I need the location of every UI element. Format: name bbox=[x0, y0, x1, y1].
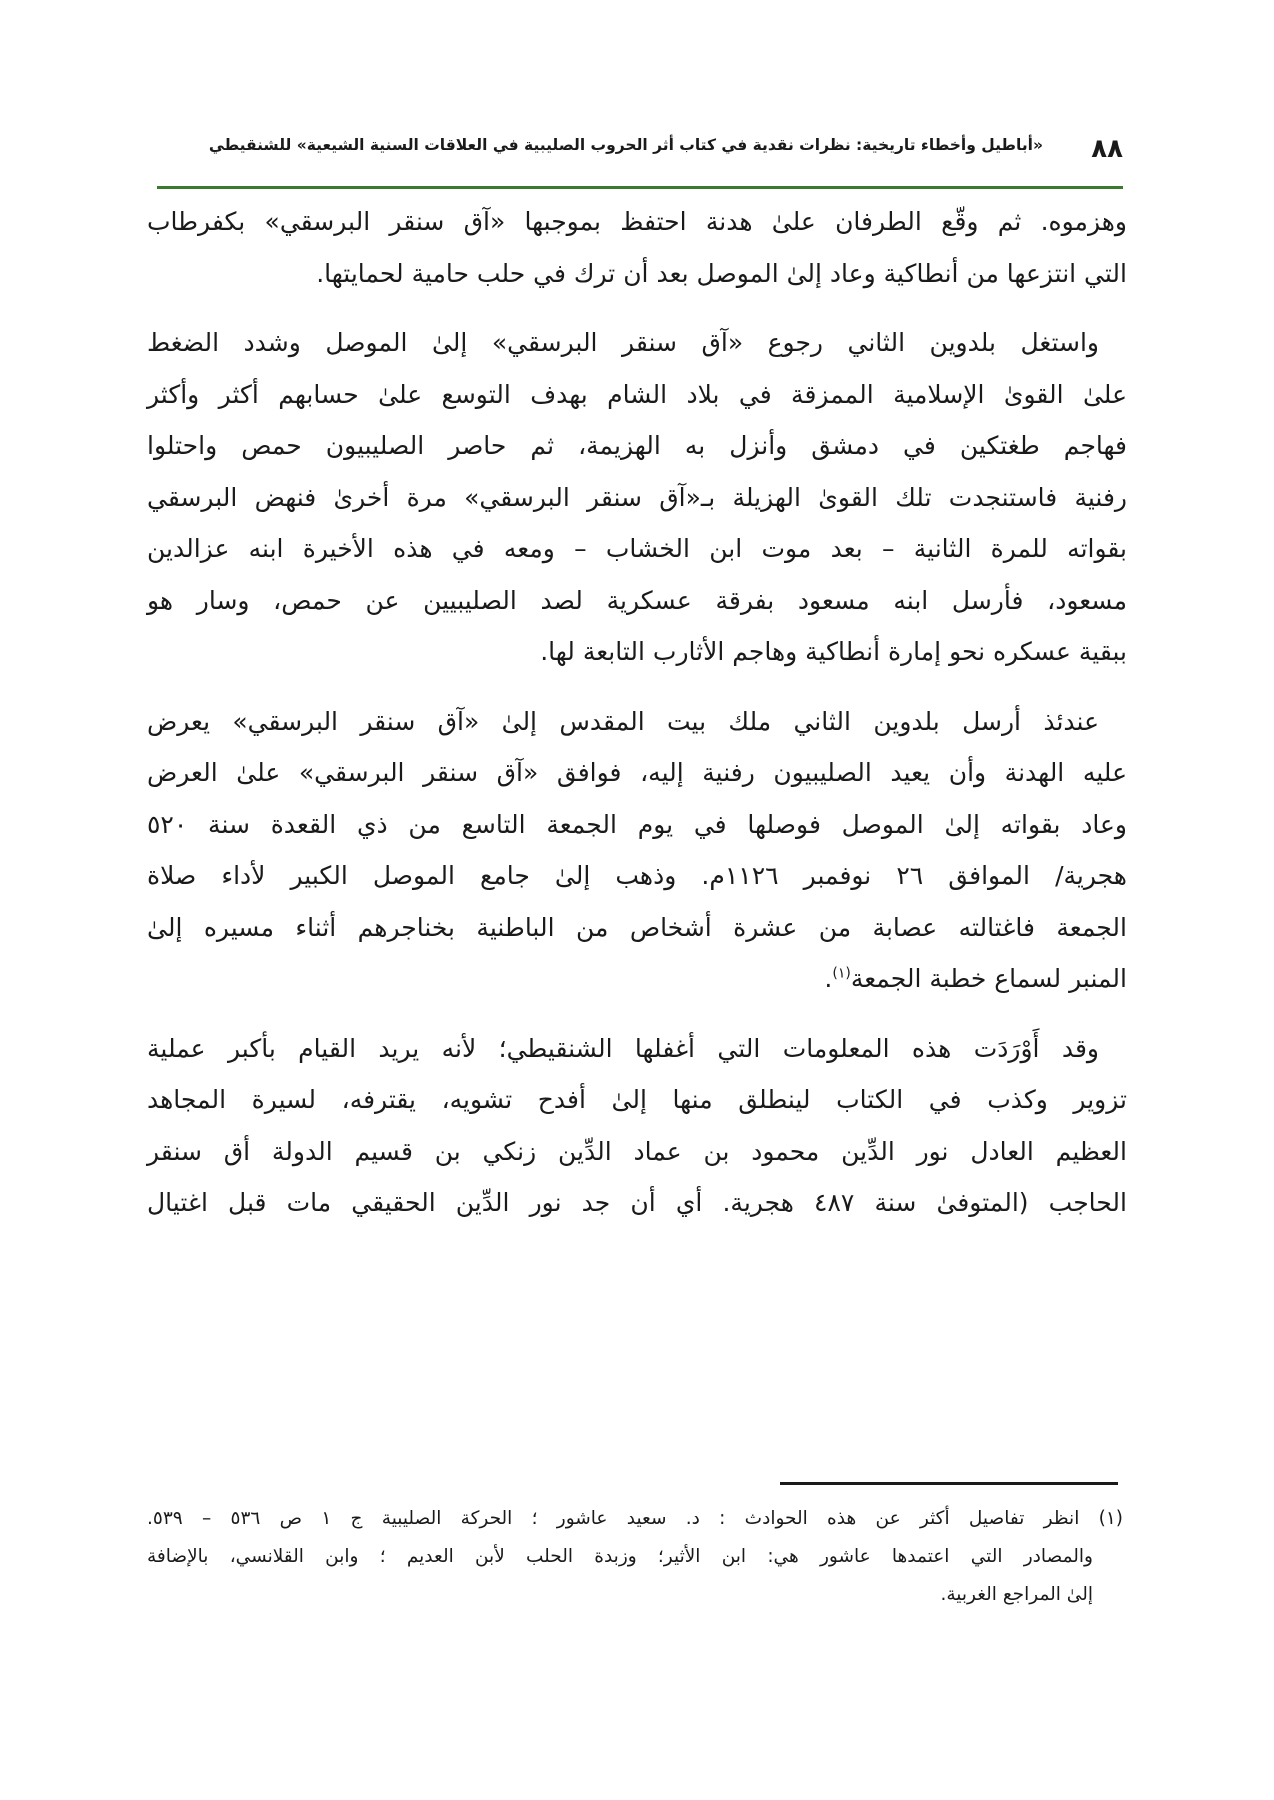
text-line: علىٰ القوىٰ الإسلامية الممزقة في بلاد الشام بهدف التوسع علىٰ حسابهم أكثر وأكثر bbox=[147, 379, 1127, 409]
footnote-reference[interactable]: (١) bbox=[832, 965, 851, 982]
paragraph-2 bbox=[147, 317, 1127, 678]
body-text bbox=[147, 196, 1127, 1247]
text-line: وهزموه. ثم وقّع الطرفان علىٰ هدنة احتفظ بموجبها «آق سنقر البرسقي» بكفرطاب bbox=[147, 207, 1127, 236]
text-line: وقد أَوْرَدَت هذه المعلومات التي أغفلها الشنقيطي؛ لأنه يريد القيام بأكبر عملية bbox=[147, 1033, 1099, 1063]
text-line: تزوير وكذب في الكتاب لينطلق منها إلىٰ أفدح تشويه، يقترفه، لسيرة المجاهد bbox=[147, 1085, 1127, 1114]
text-line: واستغل بلدوين الثاني رجوع «آق سنقر البرسقي» إلىٰ الموصل وشدد الضغط bbox=[147, 328, 1099, 357]
footnote-separator bbox=[780, 1482, 1118, 1485]
paragraph-4 bbox=[147, 1023, 1127, 1229]
text-line: التي انتزعها من أنطاكية وعاد إلىٰ الموصل بعد أن ترك في حلب حامية لحمايتها. bbox=[316, 258, 1127, 288]
text-line-with-footnote bbox=[147, 953, 1127, 1005]
running-title: «أباطيل وأخطاء تاريخية: نظرات نقدية في كتاب أثر الحروب الصليبية في العلاقات السنية الشيعية» للشنقيطي bbox=[208, 136, 1043, 154]
page-number: ٨٨ bbox=[1091, 134, 1123, 164]
footnote-line: إلىٰ المراجع الغربية. bbox=[940, 1584, 1093, 1605]
text-line: العظيم العادل نور الدِّين محمود بن عماد الدِّين زنكي بن قسيم الدولة أق سنقر bbox=[147, 1136, 1127, 1166]
running-head bbox=[157, 128, 1123, 168]
text-line: هجرية/ الموافق ٢٦ نوفمبر ١١٢٦م. وذهب إلىٰ جامع الموصل الكبير لأداء صلاة bbox=[147, 861, 1127, 890]
text-line: عليه الهدنة وأن يعيد الصليبيون رفنية إليه، فوافق «آق سنقر البرسقي» علىٰ العرض bbox=[147, 758, 1127, 787]
text-line: وعاد بقواته إلىٰ الموصل فوصلها في يوم الجمعة التاسع من ذي القعدة سنة ٥٢٠ bbox=[147, 809, 1127, 839]
text-segment: المنبر لسماع خطبة الجمعة bbox=[850, 964, 1127, 993]
text-line: رفنية فاستنجدت تلك القوىٰ الهزيلة بـ«آق سنقر البرسقي» مرة أخرىٰ فنهض البرسقي bbox=[147, 482, 1127, 512]
footnote-line: (١) انظر تفاصيل أكثر عن هذه الحوادث : د. سعيد عاشور ؛ الحركة الصليبية ج ١ ص ٥٣٦ – ٥٣٩. bbox=[147, 1508, 1123, 1529]
text-line: بقواته للمرة الثانية – بعد موت ابن الخشاب – ومعه في هذه الأخيرة ابنه عزالدين bbox=[147, 534, 1127, 563]
text-line: فهاجم طغتكين في دمشق وأنزل به الهزيمة، ثم حاصر الصليبيون حمص واحتلوا bbox=[147, 431, 1127, 460]
paragraph-3 bbox=[147, 696, 1127, 1005]
text-line: الحاجب (المتوفىٰ سنة ٤٨٧ هجرية. أي أن جد نور الدِّين الحقيقي مات قبل اغتيال bbox=[147, 1188, 1127, 1217]
text-line: عندئذ أرسل بلدوين الثاني ملك بيت المقدس إلىٰ «آق سنقر البرسقي» يعرض bbox=[147, 706, 1099, 736]
text-line: ببقية عسكره نحو إمارة أنطاكية وهاجم الأثارب التابعة لها. bbox=[540, 637, 1127, 666]
text-line: الجمعة فاغتالته عصابة من عشرة أشخاص من الباطنية بخناجرهم أثناء مسيره إلىٰ bbox=[147, 912, 1127, 942]
text-line: مسعود، فأرسل ابنه مسعود بفرقة عسكرية لصد الصليبيين عن حمص، وسار هو bbox=[147, 585, 1127, 615]
footnotes bbox=[147, 1500, 1123, 1614]
header-rule bbox=[157, 186, 1123, 189]
sentence-end: . bbox=[824, 964, 833, 993]
paragraph-1 bbox=[147, 196, 1127, 299]
footnote-line: والمصادر التي اعتمدها عاشور هي: ابن الأثير؛ وزبدة الحلب لأبن العديم ؛ وابن القلانسي، بالإضافة bbox=[147, 1546, 1093, 1567]
